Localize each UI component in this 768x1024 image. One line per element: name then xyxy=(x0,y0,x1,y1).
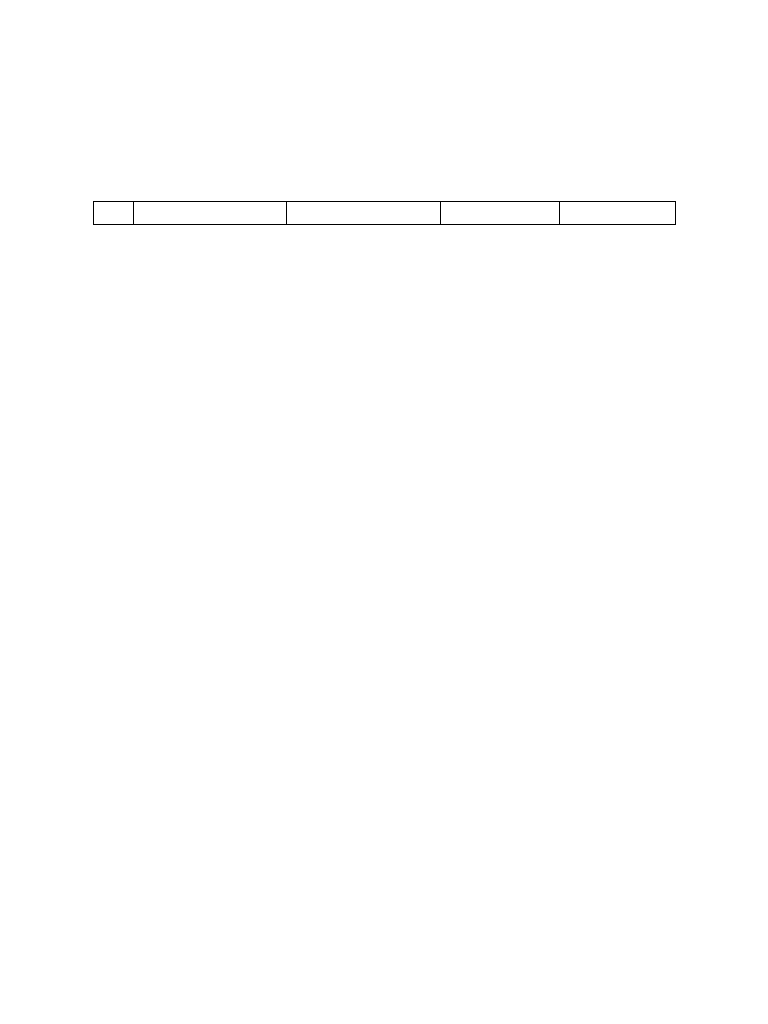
q1-table-header-row xyxy=(94,202,676,225)
q1-header-cell xyxy=(134,202,287,225)
q1-header-cell xyxy=(287,202,440,225)
q1-header-cell xyxy=(94,202,134,225)
q1-header-cell xyxy=(440,202,559,225)
q1-table xyxy=(93,201,676,225)
q1-header-cell xyxy=(559,202,675,225)
